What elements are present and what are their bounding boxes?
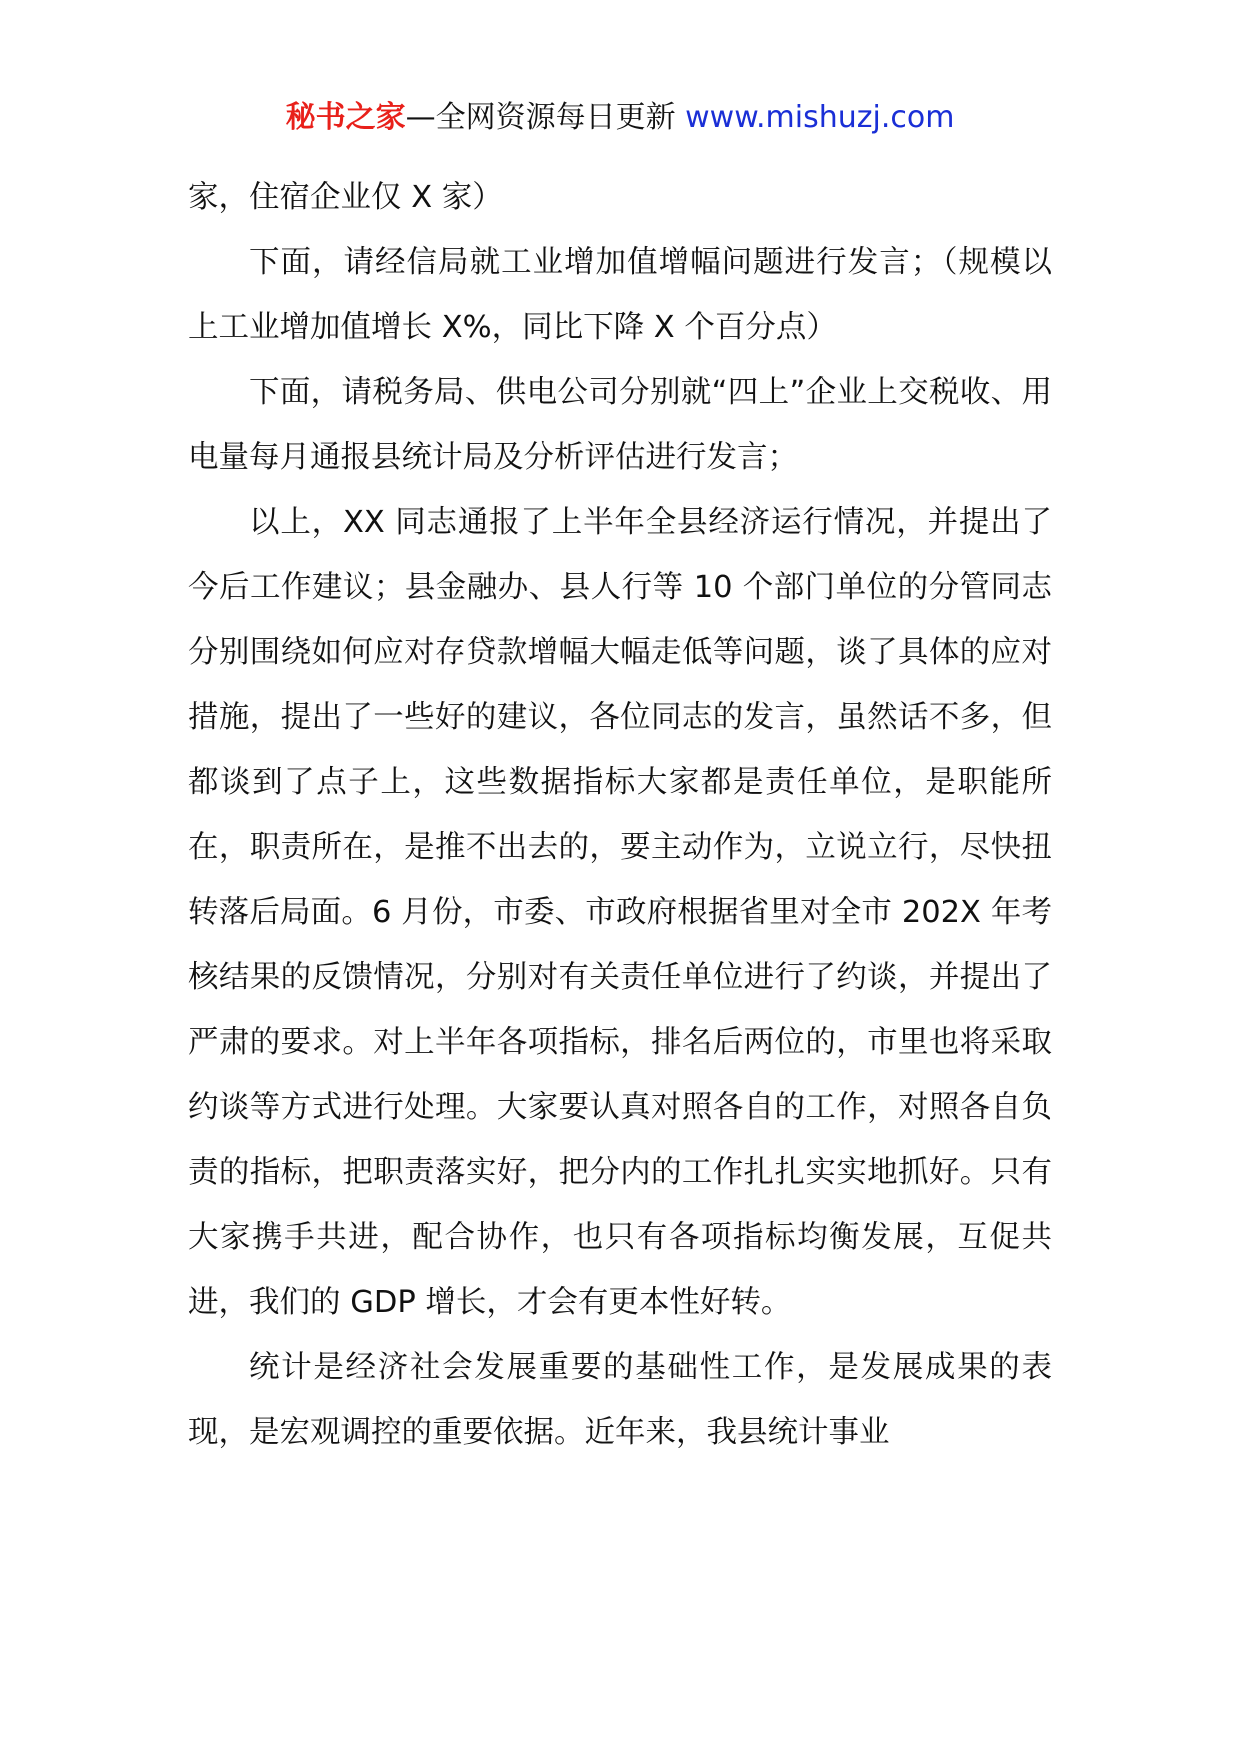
paragraph-statistics: 统计是经济社会发展重要的基础性工作，是发展成果的表现，是宏观调控的重要依据。近年来，我县统计事业 (188, 1350, 1052, 1450)
paragraph-industry-speech: 下面，请经信局就工业增加值增幅问题进行发言；（规模以上工业增加值增长 X%，同比下降 X 个百分点） (188, 245, 1052, 345)
document-body (188, 165, 1052, 1465)
site-header (0, 98, 1240, 138)
paragraph-continuation: 家，住宿企业仅 X 家） (188, 180, 503, 215)
paragraph-summary: 以上，XX 同志通报了上半年全县经济运行情况，并提出了今后工作建议；县金融办、县人行等 10 个部门单位的分管同志分别围绕如何应对存贷款增幅大幅走低等问题，谈了具体的应对措施，提出了一些好的建议，各位同志的发言，虽然话不多，但都谈到了点子上，这些数据指标大家都是责任单位，是职能所在，职责所在，是推不出去的，要主动作为，立说立行，尽快扭转落后局面。6 月份，市委、市政府根据省里对全市 202X 年考核结果的反馈情况，分别对有关责任单位进行了约谈，并提出了严肃的要求。对上半年各项指标，排名后两位的，市里也将采取约谈等方式进行处理。大家要认真对照各自的工作，对照各自负责的指标，把职责落实好，把分内的工作扎扎实实地抓好。只有大家携手共进，配合协作，也只有各项指标均衡发展，互促共进，我们的 GDP 增长，才会有更本性好转。 (188, 505, 1052, 1320)
paragraph-tax-power-speech: 下面，请税务局、供电公司分别就“四上”企业上交税收、用电量每月通报县统计局及分析评估进行发言； (188, 375, 1052, 475)
site-brand: 秘书之家 (285, 100, 406, 135)
site-tagline: —全网资源每日更新 (405, 100, 676, 135)
site-url-link[interactable]: www.mishuzj.com (685, 100, 955, 135)
